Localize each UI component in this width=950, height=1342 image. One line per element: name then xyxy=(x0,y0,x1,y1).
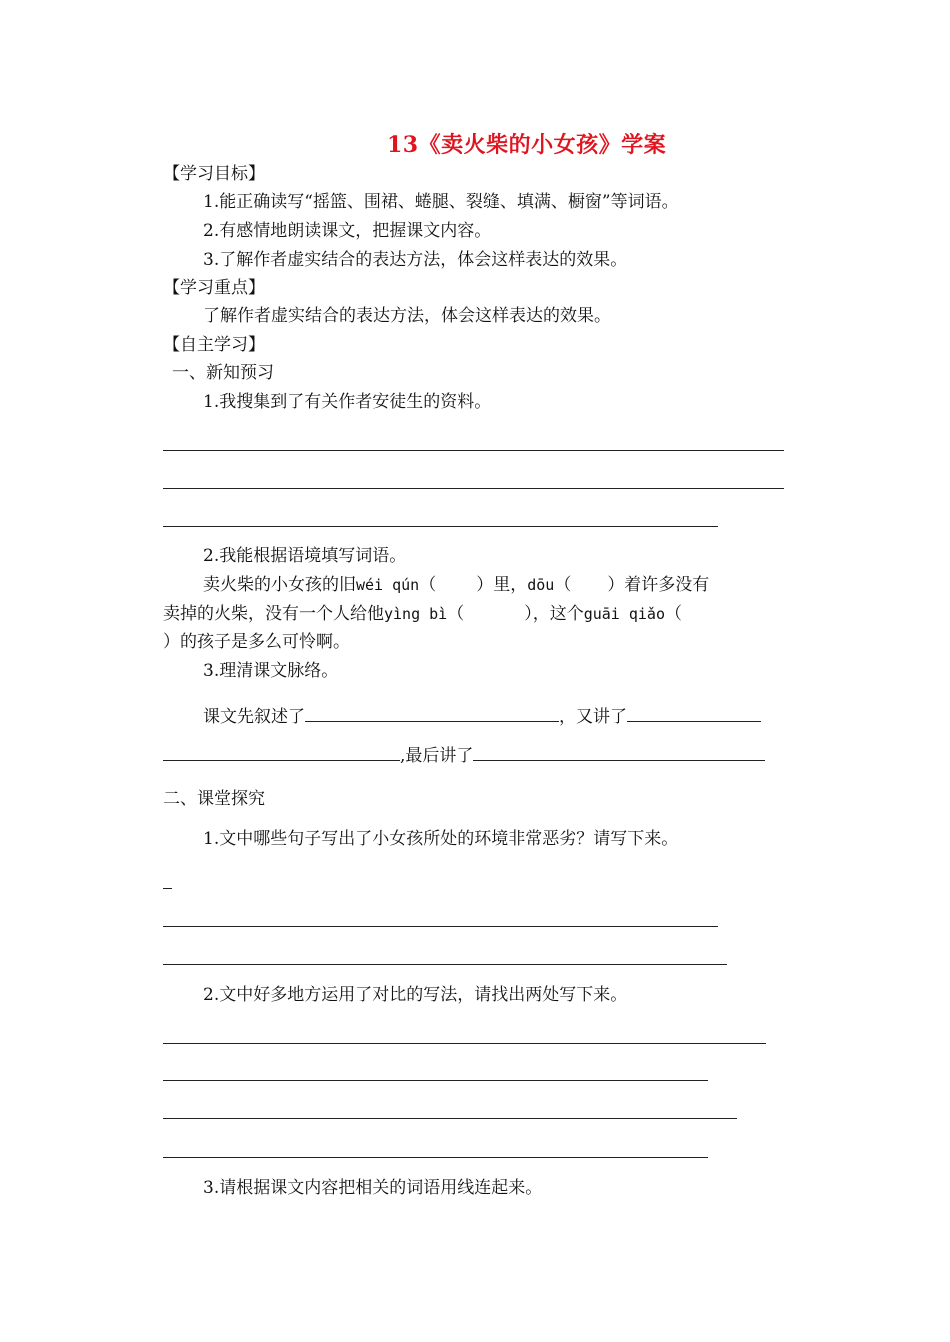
answer-line[interactable] xyxy=(163,926,718,927)
pinyin-prompt: dōu xyxy=(527,576,555,594)
answer-line[interactable] xyxy=(163,450,784,451)
pinyin-prompt: guāi qiǎo xyxy=(583,605,665,623)
part2-question-1: 1.文中哪些句子写出了小女孩所处的环境非常恶劣？请写下来。 xyxy=(203,829,679,849)
outline-blank[interactable] xyxy=(305,704,559,722)
fill-line-3: ）的孩子是多么可怜啊。 xyxy=(163,632,350,652)
outline-blank[interactable] xyxy=(473,743,765,761)
fill-text: ）着许多没有 xyxy=(607,575,710,595)
answer-line[interactable] xyxy=(163,1043,766,1044)
fill-bracket: （ xyxy=(419,575,437,595)
objective-item-2: 2.有感情地朗读课文，把握课文内容。 xyxy=(203,221,492,241)
part2-heading: 二、课堂探究 xyxy=(163,789,265,809)
answer-line[interactable] xyxy=(163,488,784,489)
page-title: 13《卖火柴的小女孩》学案 xyxy=(387,132,667,158)
focus-text: 了解作者虚实结合的表达方法，体会这样表达的效果。 xyxy=(203,306,611,326)
objective-item-1: 1.能正确读写“摇篮、围裙、蜷腿、裂缝、填满、橱窗”等词语。 xyxy=(203,192,679,212)
outline-blank[interactable] xyxy=(627,704,761,722)
answer-line[interactable] xyxy=(163,1080,708,1081)
objectives-header: 【学习目标】 xyxy=(163,164,265,184)
fill-line-2 xyxy=(163,606,682,623)
fill-text: ）里， xyxy=(476,575,528,595)
part2-question-3: 3.请根据课文内容把相关的词语用线连起来。 xyxy=(203,1178,543,1198)
fill-line-1 xyxy=(203,577,709,594)
focus-header: 【学习重点】 xyxy=(163,278,265,298)
part1-question-3: 3.理清课文脉络。 xyxy=(203,661,339,681)
answer-line[interactable] xyxy=(163,964,727,965)
fill-text: 卖掉的火柴，没有一个人给他 xyxy=(163,604,384,624)
part2-question-2: 2.文中好多地方运用了对比的写法，请找出两处写下来。 xyxy=(203,985,628,1005)
part1-heading: 一、新知预习 xyxy=(172,363,274,383)
fill-text: 卖火柴的小女孩的旧 xyxy=(203,575,356,595)
outline-text: ，又讲了 xyxy=(559,707,627,727)
fill-bracket: （ xyxy=(554,575,572,595)
pinyin-prompt: wéi qún xyxy=(356,576,420,594)
part1-question-2: 2.我能根据语境填写词语。 xyxy=(203,546,407,566)
answer-line[interactable] xyxy=(163,1118,737,1119)
part1-question-1: 1.我搜集到了有关作者安徒生的资料。 xyxy=(203,392,492,412)
answer-line[interactable] xyxy=(163,526,718,527)
answer-line[interactable] xyxy=(163,888,172,889)
outline-text: 课文先叙述了 xyxy=(203,707,305,727)
outline-blank[interactable] xyxy=(163,743,400,761)
objective-item-3: 3.了解作者虚实结合的表达方法，体会这样表达的效果。 xyxy=(203,250,628,270)
outline-line-1 xyxy=(203,704,761,726)
outline-text: ,最后讲了 xyxy=(400,746,474,766)
self-study-header: 【自主学习】 xyxy=(163,335,265,355)
outline-line-2 xyxy=(163,743,765,765)
fill-bracket: （ xyxy=(665,604,682,624)
fill-bracket: （ xyxy=(447,604,465,624)
fill-text: ），这个 xyxy=(524,604,584,624)
answer-line[interactable] xyxy=(163,1157,708,1158)
pinyin-prompt: yìng bì xyxy=(384,605,448,623)
